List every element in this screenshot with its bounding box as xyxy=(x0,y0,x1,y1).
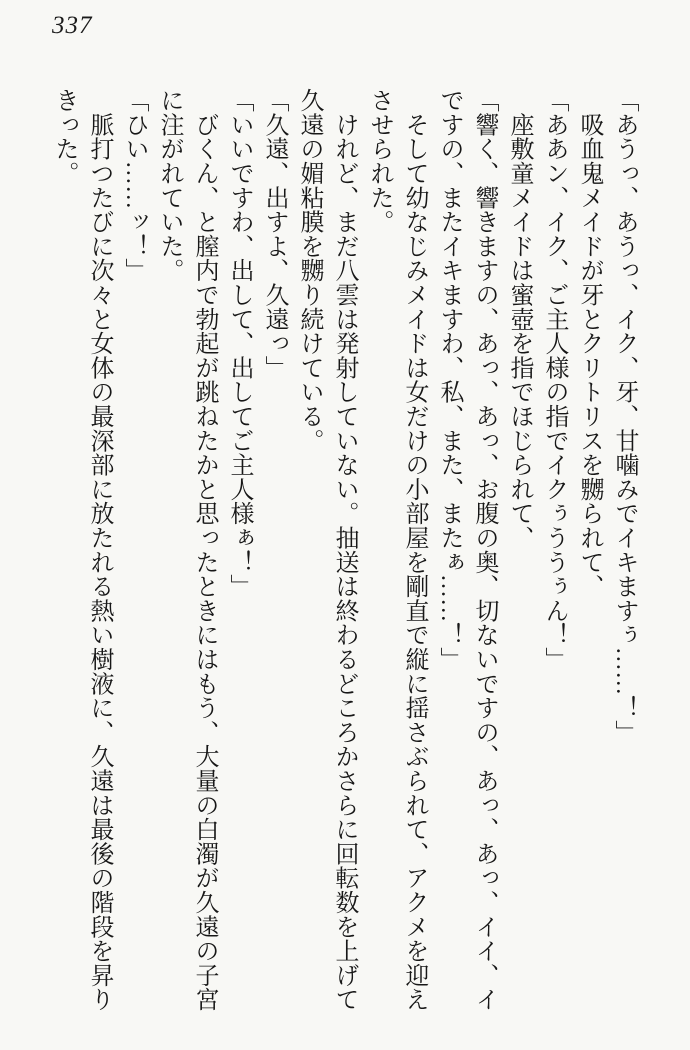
paragraph: 「あうっ、あうっ、イク、牙、甘噛みでイキますぅ……！」 xyxy=(611,88,637,745)
page-number: 337 xyxy=(52,12,93,39)
paragraph: 「ああン、イク、ご主人様の指でイクぅううぅん！」 xyxy=(541,88,567,672)
paragraph: 脈打つたびに次々と女体の最深部に放たれる熱い樹液に、久遠は最後の階段を昇りきった。 xyxy=(51,88,112,1012)
paragraph: けれど、まだ八雲は発射していない。抽送は終わるどころかさらに回転数を上げて久遠の媚粘膜を嬲り続けている。 xyxy=(296,88,357,1012)
paragraph: 座敷童メイドは蜜壺を指でほじられて、 xyxy=(506,88,532,550)
paragraph: 「いいですわ、出して、出してご主人様ぁ！」 xyxy=(226,88,252,599)
paragraph: 「響く、響きますの、あっ、あっ、お腹の奥、切ないですの、あっ、あっ、イイ、イですの、またイキますわ、私、また、またぁ……！」 xyxy=(436,88,497,1012)
paragraph: そして幼なじみメイドは女だけの小部屋を剛直で縦に揺さぶられて、アクメを迎えさせられた。 xyxy=(366,88,427,1012)
paragraph: 「ひい……ッ！」 xyxy=(121,88,147,283)
paragraph: びくん、と膣内で勃起が跳ねたかと思ったときにはもう、大量の白濁が久遠の子宮に注がれていた。 xyxy=(156,88,217,1012)
text-block xyxy=(31,88,641,1014)
paragraph: 吸血鬼メイドが牙とクリトリスを嬲られて、 xyxy=(576,88,602,599)
paragraph: 「久遠、出すよ、久遠っ」 xyxy=(261,88,287,380)
